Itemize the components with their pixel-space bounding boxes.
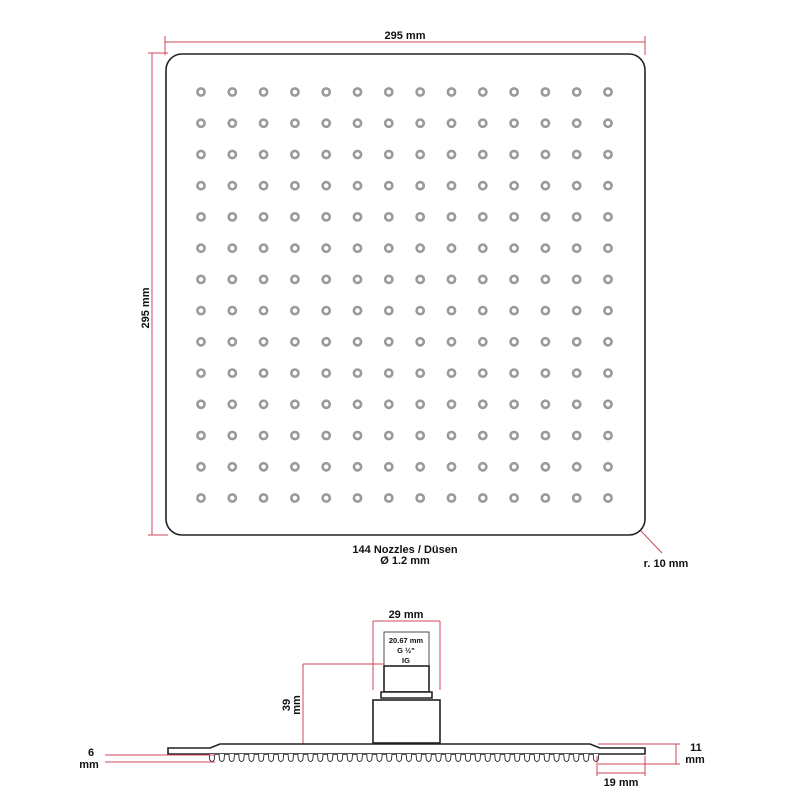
nozzle	[479, 182, 486, 189]
nozzle-tooth	[249, 754, 255, 762]
nozzle	[510, 151, 517, 158]
nozzle	[604, 401, 611, 408]
nozzle	[323, 338, 330, 345]
nozzle	[510, 307, 517, 314]
nozzle	[573, 463, 580, 470]
nozzle	[260, 494, 267, 501]
nozzle	[542, 182, 549, 189]
nozzle	[323, 276, 330, 283]
nozzle	[604, 213, 611, 220]
nozzle	[354, 432, 361, 439]
nozzle	[323, 182, 330, 189]
nozzle-tooth	[406, 754, 412, 762]
nozzle	[604, 463, 611, 470]
nozzle-tooth	[298, 754, 304, 762]
nozzle-tooth	[446, 754, 452, 762]
nozzle	[604, 307, 611, 314]
nozzle	[291, 494, 298, 501]
nozzle	[417, 151, 424, 158]
nozzle-tooth	[308, 754, 314, 762]
nozzle	[354, 151, 361, 158]
nozzle	[354, 463, 361, 470]
nozzle	[229, 120, 236, 127]
nozzle	[604, 370, 611, 377]
nozzle	[417, 494, 424, 501]
nozzle	[260, 401, 267, 408]
nozzle	[291, 213, 298, 220]
nozzle-tooth	[327, 754, 333, 762]
nozzle	[479, 463, 486, 470]
nozzle	[542, 307, 549, 314]
nozzle	[604, 432, 611, 439]
nozzle	[385, 88, 392, 95]
nozzle	[354, 88, 361, 95]
nozzle	[354, 401, 361, 408]
nozzle	[229, 245, 236, 252]
nozzle	[385, 494, 392, 501]
nozzle	[354, 245, 361, 252]
nozzle	[479, 151, 486, 158]
nozzle-tooth	[347, 754, 353, 762]
nozzle	[291, 120, 298, 127]
nozzle	[229, 151, 236, 158]
nozzle	[479, 88, 486, 95]
nozzle	[229, 494, 236, 501]
nozzle	[479, 494, 486, 501]
nozzle-tooth	[426, 754, 432, 762]
nozzle	[229, 370, 236, 377]
nozzle	[323, 120, 330, 127]
nozzle	[323, 401, 330, 408]
nozzle-tooth	[258, 754, 264, 762]
nozzle-teeth	[209, 754, 599, 762]
nozzle	[323, 463, 330, 470]
nozzle	[291, 88, 298, 95]
nozzle-tooth	[386, 754, 392, 762]
nozzle	[291, 276, 298, 283]
nozzle	[573, 494, 580, 501]
nozzle-tooth	[583, 754, 589, 762]
nozzle	[542, 88, 549, 95]
nozzle	[197, 120, 204, 127]
nozzle	[291, 151, 298, 158]
nozzle	[448, 276, 455, 283]
nozzle	[542, 432, 549, 439]
nozzle	[417, 401, 424, 408]
nozzle	[229, 88, 236, 95]
nozzle	[573, 370, 580, 377]
nozzle	[354, 120, 361, 127]
edge-offset-dimension	[597, 756, 645, 789]
nozzle-tooth	[475, 754, 481, 762]
nozzle-tooth	[505, 754, 511, 762]
nozzle	[573, 120, 580, 127]
connector-body	[373, 700, 440, 743]
nozzle	[448, 494, 455, 501]
nozzle	[604, 338, 611, 345]
height-dimension	[140, 53, 168, 535]
nozzle	[354, 370, 361, 377]
nozzle	[573, 182, 580, 189]
nozzle	[510, 401, 517, 408]
width-dimension	[165, 30, 645, 55]
nozzle	[229, 338, 236, 345]
nozzle	[479, 213, 486, 220]
nozzle	[542, 370, 549, 377]
nozzle	[604, 88, 611, 95]
nozzle	[448, 245, 455, 252]
nozzle	[197, 182, 204, 189]
nozzle	[573, 276, 580, 283]
nozzle	[510, 494, 517, 501]
nozzle	[573, 338, 580, 345]
nozzle-tooth	[574, 754, 580, 762]
nozzle	[354, 276, 361, 283]
nozzle-tooth	[337, 754, 343, 762]
nozzle	[542, 120, 549, 127]
edge-offset-label: 19 mm	[603, 777, 639, 789]
nozzle	[542, 463, 549, 470]
nozzle	[260, 182, 267, 189]
nozzle	[417, 88, 424, 95]
nozzle	[260, 432, 267, 439]
nozzle-tooth	[318, 754, 324, 762]
nozzle	[385, 370, 392, 377]
nozzle	[197, 245, 204, 252]
nozzle	[479, 370, 486, 377]
plate-edge-unit: mm	[79, 759, 99, 771]
nozzle	[229, 307, 236, 314]
nozzle	[385, 151, 392, 158]
thread-type-label: G ½"	[397, 646, 415, 655]
nozzle-tooth	[485, 754, 491, 762]
nozzle-tooth	[367, 754, 373, 762]
nozzle	[448, 432, 455, 439]
nozzle	[260, 370, 267, 377]
thread-size-label: 20.67 mm	[388, 636, 424, 645]
nozzle	[354, 494, 361, 501]
nozzle	[385, 463, 392, 470]
connector-height-unit: mm	[291, 695, 303, 715]
top-view	[140, 30, 689, 570]
nozzle	[542, 338, 549, 345]
nozzle-tooth	[544, 754, 550, 762]
nozzle	[573, 432, 580, 439]
nozzle	[260, 245, 267, 252]
nozzle	[260, 151, 267, 158]
nozzle	[291, 432, 298, 439]
nozzle-tooth	[436, 754, 442, 762]
nozzle	[354, 338, 361, 345]
nozzle	[573, 307, 580, 314]
nozzle	[385, 307, 392, 314]
nozzle	[197, 370, 204, 377]
nozzle	[323, 370, 330, 377]
nozzle-tooth	[229, 754, 235, 762]
nozzle	[510, 88, 517, 95]
nozzle	[260, 88, 267, 95]
nozzle	[448, 151, 455, 158]
nozzle	[417, 370, 424, 377]
nozzle	[417, 307, 424, 314]
nozzle	[197, 432, 204, 439]
nozzle	[448, 401, 455, 408]
connector-nut	[381, 666, 432, 698]
nozzle	[323, 307, 330, 314]
nozzle	[260, 276, 267, 283]
nozzle	[323, 213, 330, 220]
nozzle	[448, 213, 455, 220]
nozzle	[197, 88, 204, 95]
nozzle	[479, 245, 486, 252]
corner-radius-leader	[641, 531, 662, 553]
nozzle	[260, 338, 267, 345]
nozzle	[385, 120, 392, 127]
nozzle-tooth	[564, 754, 570, 762]
nozzle	[229, 182, 236, 189]
nozzle	[197, 307, 204, 314]
nozzle	[417, 245, 424, 252]
thread-ig-label: IG	[402, 656, 410, 665]
nozzle	[354, 182, 361, 189]
nozzle	[291, 307, 298, 314]
nozzle	[291, 182, 298, 189]
nozzle	[448, 182, 455, 189]
nozzle	[385, 213, 392, 220]
nozzle	[385, 182, 392, 189]
nozzle	[323, 88, 330, 95]
nozzle	[573, 401, 580, 408]
nozzle-caption: 144 Nozzles / Düsen	[352, 544, 458, 556]
nozzle	[479, 307, 486, 314]
nozzle	[604, 182, 611, 189]
nozzle	[417, 463, 424, 470]
nozzle	[542, 276, 549, 283]
nozzle	[417, 338, 424, 345]
nozzle	[510, 120, 517, 127]
nozzle	[197, 151, 204, 158]
nozzle	[573, 245, 580, 252]
plate-thickness-unit: mm	[685, 754, 705, 766]
nozzle	[385, 401, 392, 408]
nozzle-tooth	[534, 754, 540, 762]
nozzle	[385, 245, 392, 252]
nozzle	[197, 401, 204, 408]
nozzle	[604, 276, 611, 283]
nozzle	[510, 213, 517, 220]
nozzle	[542, 151, 549, 158]
nozzle	[197, 338, 204, 345]
connector-height-value: 39	[281, 698, 293, 712]
nozzle	[323, 432, 330, 439]
nozzle	[197, 213, 204, 220]
nozzle	[448, 307, 455, 314]
plate-thickness-value: 11	[690, 742, 702, 754]
nozzle	[291, 338, 298, 345]
nozzle-tooth	[554, 754, 560, 762]
nozzle	[510, 338, 517, 345]
nozzle	[323, 245, 330, 252]
nozzle	[542, 213, 549, 220]
plate-profile	[168, 744, 645, 754]
nozzle	[510, 463, 517, 470]
nozzle	[448, 88, 455, 95]
nozzle	[260, 307, 267, 314]
nozzle	[291, 401, 298, 408]
nozzle	[417, 276, 424, 283]
nozzle-tooth	[268, 754, 274, 762]
nozzle-tooth	[278, 754, 284, 762]
nozzle-tooth	[524, 754, 530, 762]
nozzle	[291, 463, 298, 470]
nozzle-diameter-label: Ø 1.2 mm	[380, 555, 430, 567]
nozzle-tooth	[514, 754, 520, 762]
nozzle	[479, 338, 486, 345]
nozzle-tooth	[396, 754, 402, 762]
nozzle	[354, 307, 361, 314]
nozzle	[448, 463, 455, 470]
nozzle	[260, 463, 267, 470]
nozzle	[604, 494, 611, 501]
nozzle	[510, 370, 517, 377]
nozzle-tooth	[239, 754, 245, 762]
nozzle	[510, 432, 517, 439]
nozzle	[385, 276, 392, 283]
nozzle-tooth	[465, 754, 471, 762]
nozzle	[604, 120, 611, 127]
nozzle-tooth	[377, 754, 383, 762]
nozzle-tooth	[416, 754, 422, 762]
nozzle	[448, 338, 455, 345]
nozzle	[479, 432, 486, 439]
nozzle	[229, 401, 236, 408]
nozzle-tooth	[357, 754, 363, 762]
nozzle	[573, 88, 580, 95]
thread-info-box	[384, 632, 429, 666]
nozzle-tooth	[593, 754, 599, 762]
plate-edge-value: 6	[87, 747, 95, 759]
nozzle	[479, 276, 486, 283]
nozzle	[197, 463, 204, 470]
nozzle-tooth	[219, 754, 225, 762]
nozzle	[479, 401, 486, 408]
connector-width-label: 29 mm	[388, 609, 424, 621]
nozzle-tooth	[495, 754, 501, 762]
nozzle	[573, 151, 580, 158]
nozzle	[417, 213, 424, 220]
nozzle	[604, 151, 611, 158]
nozzle	[323, 151, 330, 158]
nozzle	[291, 370, 298, 377]
nozzle	[510, 245, 517, 252]
nozzle	[542, 245, 549, 252]
nozzle	[229, 432, 236, 439]
nozzle	[604, 245, 611, 252]
nozzle	[417, 120, 424, 127]
nozzle	[385, 338, 392, 345]
nozzle	[323, 494, 330, 501]
nozzle	[260, 213, 267, 220]
nozzle	[510, 182, 517, 189]
width-label: 295 mm	[384, 30, 426, 42]
connector-height-dimension	[281, 664, 384, 745]
nozzle	[229, 463, 236, 470]
nozzle	[229, 276, 236, 283]
nozzle-tooth	[288, 754, 294, 762]
nozzle	[417, 432, 424, 439]
nozzle-tooth	[455, 754, 461, 762]
nozzle	[417, 182, 424, 189]
nozzle	[479, 120, 486, 127]
nozzle	[291, 245, 298, 252]
side-view	[79, 609, 705, 789]
corner-radius-label: r. 10 mm	[643, 558, 689, 570]
nozzle	[260, 120, 267, 127]
nozzle	[542, 401, 549, 408]
height-label: 295 mm	[140, 287, 152, 329]
nozzle	[229, 213, 236, 220]
nozzle	[573, 213, 580, 220]
nozzle	[385, 432, 392, 439]
nozzle	[542, 494, 549, 501]
nozzle	[510, 276, 517, 283]
nozzle	[197, 494, 204, 501]
nozzle	[197, 276, 204, 283]
nozzle	[448, 120, 455, 127]
nozzle	[448, 370, 455, 377]
nozzle	[354, 213, 361, 220]
